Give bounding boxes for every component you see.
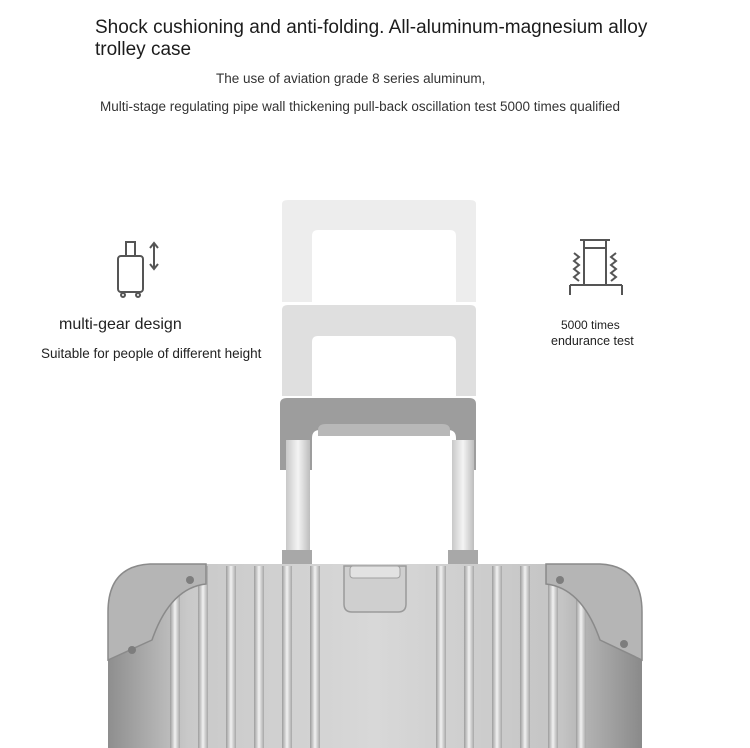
feature-multi-gear-desc: Suitable for people of different height [41,346,262,361]
feature-multi-gear-title: multi-gear design [59,316,182,333]
feature-endurance-count: 5000 times [561,318,620,332]
feature-endurance-label: endurance test [551,334,634,348]
handle-position-mid [282,305,476,396]
handle-position-high [282,200,476,302]
subtitle-aluminum: The use of aviation grade 8 series aluminum, [216,71,486,86]
subtitle-test: Multi-stage regulating pipe wall thickening pull-back oscillation test 5000 times qualified [100,99,621,114]
aluminum-trolley-case [0,190,750,748]
headline: Shock cushioning and anti-folding. All-aluminum-magnesium alloy trolley case [95,17,648,60]
